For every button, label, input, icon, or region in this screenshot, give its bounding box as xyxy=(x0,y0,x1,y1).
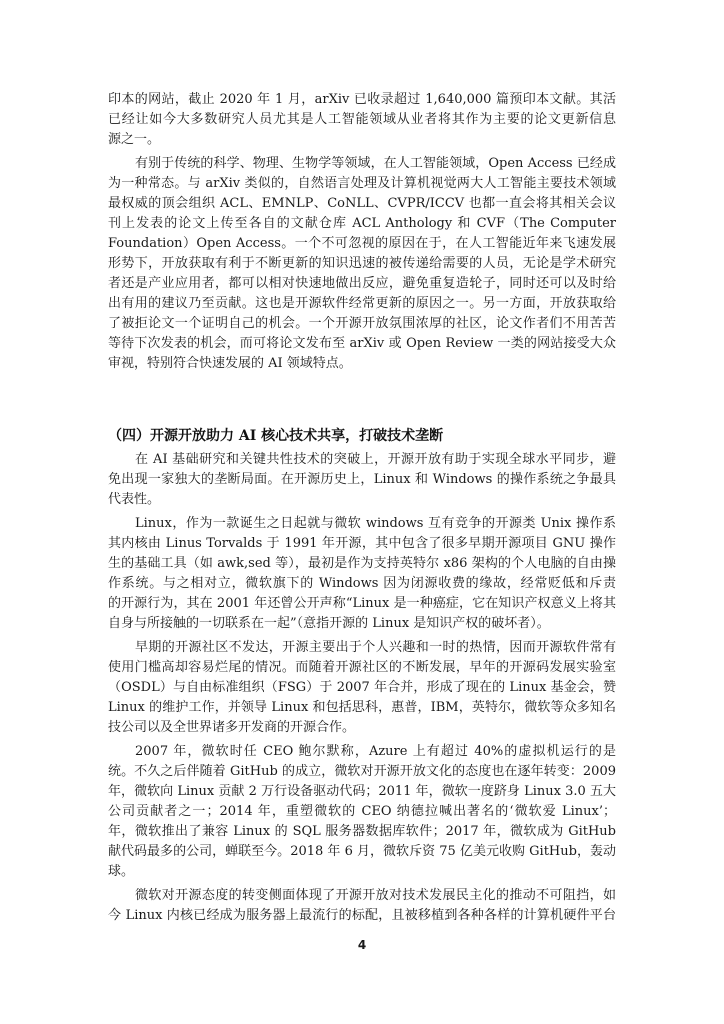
text-line: 生的基础工具（如 awk,sed 等），最初是作为支持英特尔 x86 架构的个人电脑的自由操 xyxy=(108,556,616,571)
paragraph xyxy=(108,154,616,374)
section-heading: （四）开源开放助力 AI 核心技术共享，打破技术垄断 xyxy=(108,428,444,444)
text-line: 2007 年，微软时任 CEO 鲍尔默称，Azure 上有超过 40%的虚拟机运行的是 xyxy=(135,744,616,759)
text-line: 为一种常态。与 arXiv 类似的，自然语言处理及计算机视觉两大人工智能主要技术领域 xyxy=(108,176,616,191)
text-line: 公司贡献者之一；2014 年，重塑微软的 CEO 纳德拉喊出著名的‘微软爱 Linux’； xyxy=(108,804,616,819)
text-line: 免出现一家独大的垄断局面。在开源历史上，Linux 和 Windows 的操作系统之争最具 xyxy=(108,472,616,487)
text-line: 了被拒论文一个证明自己的机会。一个开源开放氛围浓厚的社区，论文作者们不用苦苦 xyxy=(108,316,616,331)
text-line: 刊上发表的论文上传至各自的文献仓库 ACL Anthology 和 CVF（The Computer xyxy=(108,216,616,231)
text-line: 献代码最多的公司，蝉联至今。2018 年 6 月，微软斥资 75 亿美元收购 GitHub，轰动 xyxy=(108,844,616,859)
text-line: Foundation）Open Access。一个不可忽视的原因在于，在人工智能近年来飞速发展 xyxy=(108,236,616,251)
text-line: 自身与所接触的一切联系在一起”（意指开源的 Linux 是知识产权的破坏者）。 xyxy=(108,616,550,631)
text-line: 源之一。 xyxy=(108,132,161,147)
text-line: 统。不久之后伴随着 GitHub 的成立，微软对开源开放文化的态度也在逐年转变：2009 xyxy=(108,764,616,779)
text-line: 审视，特别符合快速发展的 AI 领域特点。 xyxy=(108,356,352,371)
text-line: 等待下次发表的机会，而可将论文发布至 arXiv 或 Open Review 一类的网站接受大众 xyxy=(108,336,616,351)
page-number: 4 xyxy=(357,938,367,952)
text-line: 印本的网站，截止 2020 年 1 月，arXiv 已收录超过 1,640,000 篇预印本文献。其活 xyxy=(108,92,616,107)
text-line: 有别于传统的科学、物理、生物学等领域，在人工智能领域，Open Access 已经成 xyxy=(135,156,616,171)
text-line: 已经让如今大多数研究人员尤其是人工智能领域从业者将其作为主要的论文更新信息 xyxy=(108,112,616,127)
text-line: 在 AI 基础研究和关键共性技术的突破上，开源开放有助于实现全球水平同步，避 xyxy=(135,452,616,467)
text-line: 年，微软向 Linux 贡献 2 万行设备驱动代码；2011 年，微软一度跻身 Linux 3.0 五大 xyxy=(108,784,616,799)
text-line: 今 Linux 内核已经成为服务器上最流行的标配，且被移植到各种各样的计算机硬件平台 xyxy=(108,908,616,923)
text-line: 球。 xyxy=(108,864,135,879)
text-line: 出有用的建议乃至贡献。这也是开源软件经常更新的原因之一。另一方面，开放获取给 xyxy=(108,296,616,311)
paragraph xyxy=(108,450,616,510)
text-line: 年，微软推出了兼容 Linux 的 SQL 服务器数据库软件；2017 年，微软成为 GitHub xyxy=(108,824,616,839)
text-line: 早期的开源社区不发达，开源主要出于个人兴趣和一时的热情，因而开源软件常有 xyxy=(135,640,616,655)
text-line: 的开源行为，其在 2001 年还曾公开声称“Linux 是一种癌症，它在知识产权意义上将其 xyxy=(108,596,616,611)
text-line: 微软对开源态度的转变侧面体现了开源开放对技术发展民主化的推动不可阻挡，如 xyxy=(135,888,616,903)
text-line: （OSDL）与自由标准组织（FSG）于 2007 年合并，形成了现在的 Linux 基金会，赞 xyxy=(108,680,616,695)
text-line: 其内核由 Linus Torvalds 于 1991 年开源，其中包含了很多早期开源项目 GNU 操作 xyxy=(108,536,616,551)
text-line: 最权威的顶会组织 ACL、EMNLP、CoNLL、CVPR/ICCV 也都一直会将其相关会议 xyxy=(108,196,616,211)
text-line: 代表性。 xyxy=(108,492,161,507)
text-line: 作系统。与之相对立，微软旗下的 Windows 因为闭源收费的缘故，经常贬低和斥责 xyxy=(108,576,616,591)
paragraph xyxy=(108,90,616,150)
text-line: Linux 的维护工作，并领导 Linux 和包括思科，惠普，IBM，英特尔，微软等众多知名 xyxy=(108,700,616,715)
paragraph xyxy=(108,638,616,738)
text-line: 技公司以及全世界诸多开发商的开源合作。 xyxy=(108,720,356,735)
paragraph xyxy=(108,742,616,882)
text-line: 形势下，开放获取有利于不断更新的知识迅速的被传递给需要的人员，无论是学术研究 xyxy=(108,256,616,271)
text-line: 者还是产业应用者，都可以相对快速地做出反应，避免重复造轮子，同时还可以及时给 xyxy=(108,276,616,291)
paragraph xyxy=(108,514,616,634)
paragraph xyxy=(108,886,616,926)
page-body xyxy=(108,90,616,926)
text-line: 使用门槛高却容易烂尾的情况。而随着开源社区的不断发展，早年的开源码发展实验室 xyxy=(108,660,616,675)
text-line: Linux，作为一款诞生之日起就与微软 windows 互有竞争的开源类 Unix 操作系 xyxy=(135,516,616,531)
